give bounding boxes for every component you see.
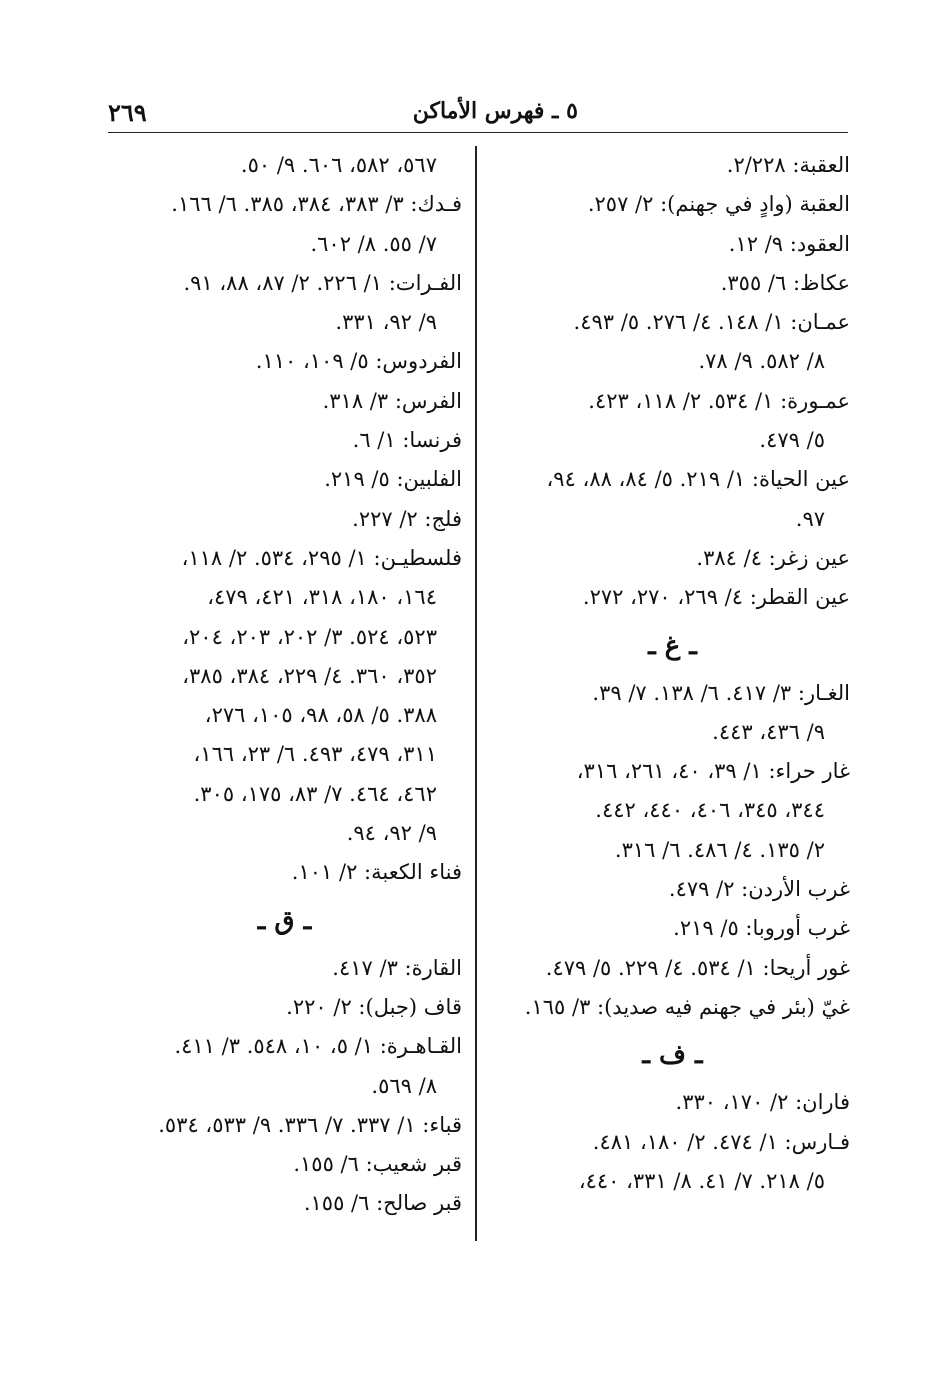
index-entry: قاف (جبل): ٢/ ٢٢٠. [286,994,462,1019]
index-entry-continuation: ٥/ ٢١٨. ٧/ ٤١. ٨/ ٣٣١، ٤٤٠، [578,1168,825,1193]
index-entry-continuation: ١٦٤، ١٨٠، ٣١٨، ٤٢١، ٤٧٩، [207,585,437,610]
index-entry-continuation: ٩٧. [795,506,825,531]
index-entry: الفردوس: ٥/ ١٠٩، ١١٠. [255,349,462,374]
index-entry-continuation: ٣٨٨. ٥/ ٥٨، ٩٨، ١٠٥، ٢٧٦، [204,703,437,728]
index-entry: الفلبين: ٥/ ٢١٩. [324,467,462,492]
index-entry: عمـورة: ١/ ٥٣٤. ٢/ ١١٨، ٤٢٣. [588,388,850,413]
index-entry-continuation: ٧/ ٥٥. ٨/ ٦٠٢. [310,231,437,256]
index-entry: فرنسا: ١/ ٦. [352,428,462,453]
section-heading-qaf: ـ ق ـ [257,905,312,936]
index-entry: قبر شعيب: ٦/ ١٥٥. [293,1152,462,1177]
index-entry-continuation: ٤٦٢، ٤٦٤. ٧/ ٨٣، ١٧٥، ٣٠٥. [193,781,437,806]
index-entry: غرب الأردن: ٢/ ٤٧٩. [668,877,850,902]
index-entry: العقبة: ٢/٢٢٨. [726,153,850,177]
index-entry: الفـرات: ١/ ٢٢٦. ٢/ ٨٧، ٨٨، ٩١. [183,270,462,295]
index-entry-continuation: ٣١١، ٤٧٩، ٤٩٣. ٦/ ٢٣، ١٦٦، [193,742,437,767]
right-column [495,146,850,1201]
left-column [107,146,462,1224]
index-entry: غور أريحا: ١/ ٥٣٤. ٤/ ٢٢٩. ٥/ ٤٧٩. [545,955,850,980]
column-divider [475,146,477,1241]
index-entry-continuation: ٩/ ٩٢، ٩٤. [346,821,437,846]
index-entry-continuation: ٣٥٢، ٣٦٠. ٤/ ٢٢٩، ٣٨٤، ٣٨٥، [182,663,437,688]
index-entry: العقود: ٩/ ١٢. [728,231,850,256]
index-entry: الفرس: ٣/ ٣١٨. [322,388,462,413]
index-entry: القارة: ٣/ ٤١٧. [332,955,462,980]
index-entry: قباء: ١/ ٣٣٧. ٧/ ٣٣٦. ٩/ ٥٣٣، ٥٣٤. [158,1112,462,1137]
index-entry-continuation: ٨/ ٥٨٢. ٩/ ٧٨. [698,349,825,374]
header-title: ٥ ـ فهرس الأماكن [412,98,578,124]
index-entry: الغـار: ٣/ ٤١٧. ٦/ ١٣٨. ٧/ ٣٩. [592,680,850,705]
index-entry: القـاهـرة: ١/ ٥، ١٠، ٥٤٨. ٣/ ٤١١. [174,1034,462,1059]
index-entry: غرب أوروبا: ٥/ ٢١٩. [673,916,850,941]
index-entry-continuation: ٥٢٣، ٥٢٤. ٣/ ٢٠٢، ٢٠٣، ٢٠٤، [182,624,437,649]
index-entry-continuation: ٢/ ١٣٥. ٤/ ٤٨٦. ٦/ ٣١٦. [614,837,825,862]
index-entry-continuation: ٥/ ٤٧٩. [759,428,825,453]
index-entry: عكاظ: ٦/ ٣٥٥. [720,270,850,295]
index-entry: فلج: ٢/ ٢٢٧. [352,506,462,531]
index-entry: فلسطيـن: ١/ ٢٩٥، ٥٣٤. ٢/ ١١٨، [181,545,462,570]
section-heading-ghain: ـ غ ـ [648,630,697,661]
index-entry: غيّ (بئر في جهنم فيه صديد): ٣/ ١٦٥. [524,994,850,1019]
index-entry: عين زغر: ٤/ ٣٨٤. [696,545,850,570]
index-entry: فناء الكعبة: ٢/ ١٠١. [291,860,462,885]
index-entry: غار حراء: ١/ ٣٩، ٤٠، ٢٦١، ٣١٦، [576,759,850,784]
index-entry: عمـان: ١/ ١٤٨. ٤/ ٢٧٦. ٥/ ٤٩٣. [573,310,850,335]
index-entry-continuation: ٣٤٤، ٣٤٥، ٤٠٦، ٤٤٠، ٤٤٢. [595,798,825,823]
index-entry: فـدك: ٣/ ٣٨٣، ٣٨٤، ٣٨٥. ٦/ ١٦٦. [171,192,462,217]
index-entry-continuation: ٩/ ٩٢، ٣٣١. [335,310,437,335]
index-entry: فـارس: ١/ ٤٧٤. ٢/ ١٨٠، ٤٨١. [592,1129,850,1154]
section-heading-fa: ـ ف ـ [642,1040,703,1071]
index-entry: عين القطر: ٤/ ٢٦٩، ٢٧٠، ٢٧٢. [582,585,850,610]
index-entry-continuation: ٩/ ٤٣٦، ٤٤٣. [712,719,825,744]
index-entry: فاران: ٢/ ١٧٠، ٣٣٠. [675,1090,850,1115]
index-entry: العقبة (وادٍ في جهنم): ٢/ ٢٥٧. [587,192,850,217]
index-entry-continuation: ٥٦٧، ٥٨٢، ٦٠٦. ٩/ ٥٠. [240,153,437,177]
page-number: ٢٦٩ [108,98,147,127]
page-header [108,96,848,133]
index-entry: عين الحياة: ١/ ٢١٩. ٥/ ٨٤، ٨٨، ٩٤، [546,467,850,492]
index-entry: قبر صالح: ٦/ ١٥٥. [303,1191,462,1216]
index-entry-continuation: ٨/ ٥٦٩. [371,1073,437,1098]
